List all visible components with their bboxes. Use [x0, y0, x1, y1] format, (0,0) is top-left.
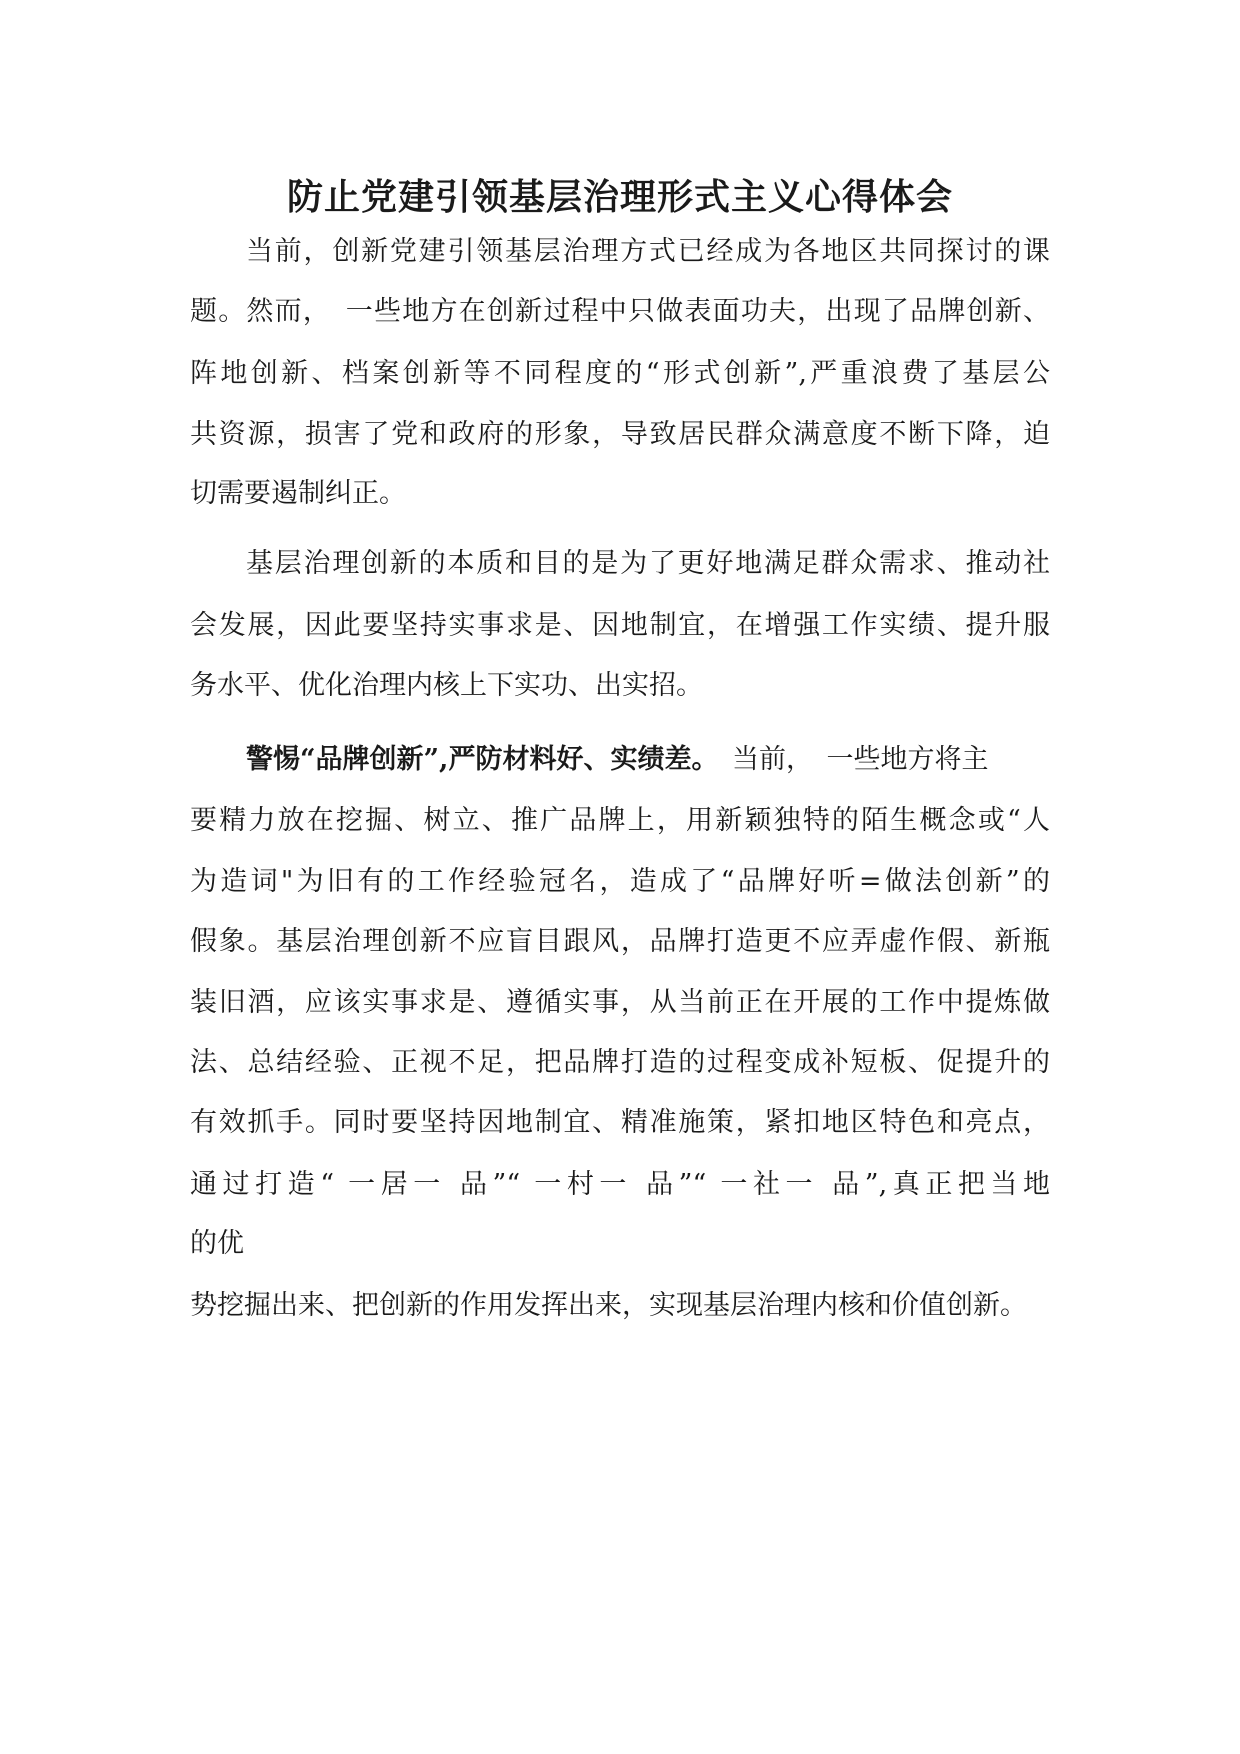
paragraph-3-line: 有效抓手。同时要坚持因地制宜、精准施策，紧扣地区特色和亮点，	[190, 1107, 1050, 1138]
paragraph-3-line: 的优	[190, 1228, 244, 1259]
document-title: 防止党建引领基层治理形式主义心得体会	[286, 176, 953, 218]
paragraph-3-line: 势挖掘出来、把创新的作用发挥出来，实现基层治理内核和价值创新。	[190, 1290, 1027, 1321]
paragraph-1-line: 共资源，损害了党和政府的形象，导致居民群众满意度不断下降，迫	[190, 419, 1050, 450]
paragraph-3-first-line	[246, 740, 1050, 780]
paragraph-1-line: 阵地创新、档案创新等不同程度的“形式创新”,严重浪费了基层公	[190, 358, 1050, 389]
paragraph-3-line: 要精力放在挖掘、树立、推广品牌上，用新颖独特的陌生概念或“人	[190, 805, 1050, 836]
paragraph-2-line: 基层治理创新的本质和目的是为了更好地满足群众需求、推动社	[246, 548, 1050, 579]
paragraph-3-line: 为造词"为旧有的工作经验冠名，造成了“品牌好听=做法创新”的	[190, 866, 1050, 897]
paragraph-3-first-rest: 当前， 一些地方将主	[704, 744, 989, 775]
paragraph-3-line: 通过打造“ 一居一 品”“ 一村一 品”“ 一社一 品”,真正把当地	[190, 1169, 1050, 1200]
paragraph-1-line: 题。然而， 一些地方在创新过程中只做表面功夫，出现了品牌创新、	[190, 296, 1050, 327]
paragraph-1-line: 切需要遏制纠正。	[190, 478, 406, 509]
paragraph-2-line: 务水平、优化治理内核上下实功、出实招。	[190, 670, 703, 701]
paragraph-3-heading: 警惕“品牌创新”,严防材料好、实绩差。	[246, 744, 705, 775]
paragraph-1-line: 当前，创新党建引领基层治理方式已经成为各地区共同探讨的课	[246, 236, 1050, 267]
paragraph-2-line: 会发展，因此要坚持实事求是、因地制宜，在增强工作实绩、提升服	[190, 610, 1050, 641]
paragraph-3-line: 假象。基层治理创新不应盲目跟风，品牌打造更不应弄虚作假、新瓶	[190, 926, 1050, 957]
paragraph-3-line: 法、总结经验、正视不足，把品牌打造的过程变成补短板、促提升的	[190, 1047, 1050, 1078]
paragraph-3-line: 装旧酒，应该实事求是、遵循实事，从当前正在开展的工作中提炼做	[190, 987, 1050, 1018]
